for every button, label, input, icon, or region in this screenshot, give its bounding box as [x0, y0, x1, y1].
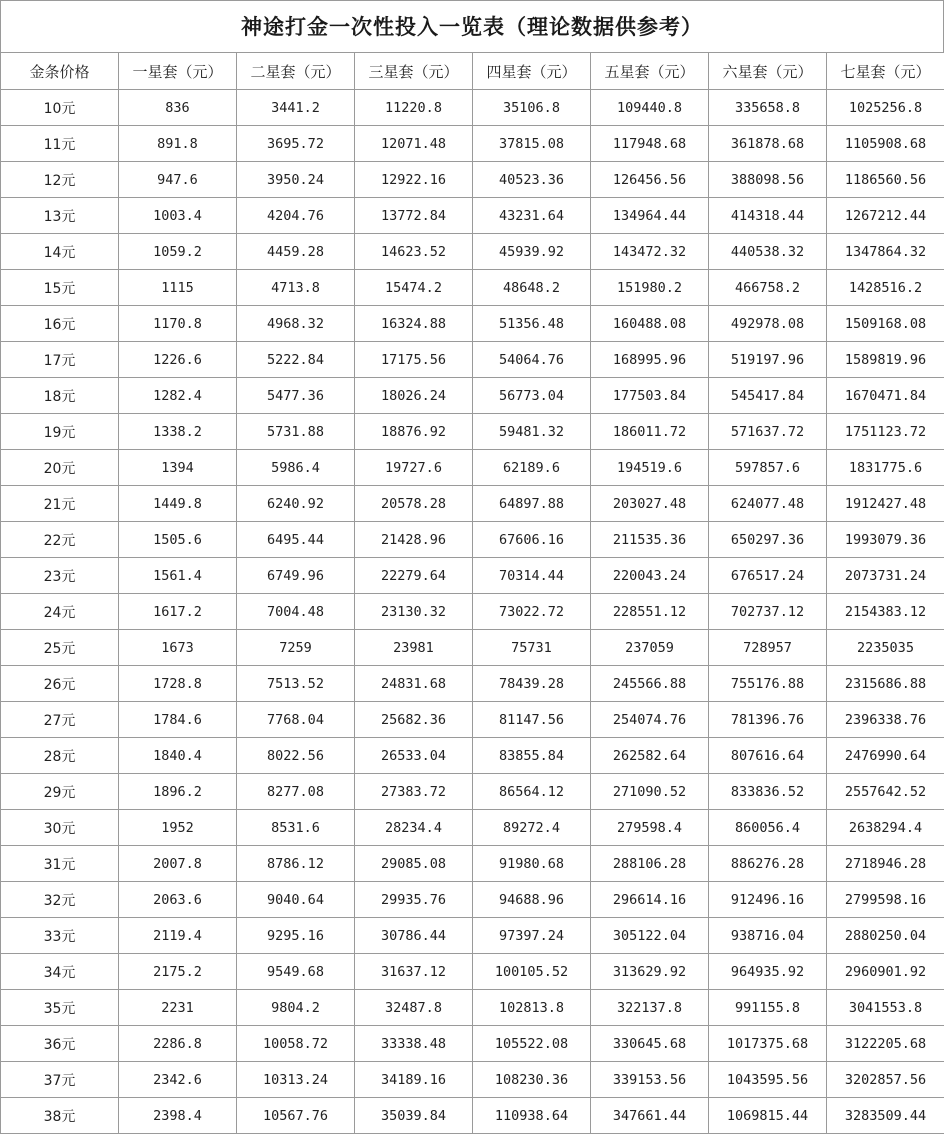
cell-one-star: 891.8 [119, 126, 237, 162]
cell-seven-star: 3041553.8 [827, 990, 944, 1026]
cell-three-star: 31637.12 [355, 954, 473, 990]
cell-one-star: 1673 [119, 630, 237, 666]
cell-five-star: 117948.68 [591, 126, 709, 162]
cell-four-star: 67606.16 [473, 522, 591, 558]
cell-three-star: 13772.84 [355, 198, 473, 234]
cell-four-star: 91980.68 [473, 846, 591, 882]
cell-five-star: 322137.8 [591, 990, 709, 1026]
cell-seven-star: 1105908.68 [827, 126, 944, 162]
cell-one-star: 2398.4 [119, 1098, 237, 1134]
cell-two-star: 9804.2 [237, 990, 355, 1026]
cell-six-star: 886276.28 [709, 846, 827, 882]
cell-seven-star: 1025256.8 [827, 90, 944, 126]
cell-seven-star: 1751123.72 [827, 414, 944, 450]
cell-five-star: 228551.12 [591, 594, 709, 630]
header-row [1, 53, 944, 90]
cell-six-star: 388098.56 [709, 162, 827, 198]
cell-four-star: 89272.4 [473, 810, 591, 846]
cell-six-star: 938716.04 [709, 918, 827, 954]
cell-gold-price: 21元 [1, 486, 119, 522]
cell-one-star: 1003.4 [119, 198, 237, 234]
cell-four-star: 100105.52 [473, 954, 591, 990]
cell-six-star: 781396.76 [709, 702, 827, 738]
cell-two-star: 10567.76 [237, 1098, 355, 1134]
cell-two-star: 8277.08 [237, 774, 355, 810]
cell-gold-price: 32元 [1, 882, 119, 918]
cell-one-star: 1059.2 [119, 234, 237, 270]
cell-seven-star: 1267212.44 [827, 198, 944, 234]
header-five-star: 五星套（元） [591, 53, 709, 90]
cell-five-star: 211535.36 [591, 522, 709, 558]
cell-gold-price: 31元 [1, 846, 119, 882]
table-row [1, 774, 944, 810]
cell-six-star: 545417.84 [709, 378, 827, 414]
cell-four-star: 70314.44 [473, 558, 591, 594]
cell-one-star: 2342.6 [119, 1062, 237, 1098]
cell-one-star: 1394 [119, 450, 237, 486]
cell-three-star: 23130.32 [355, 594, 473, 630]
cell-two-star: 6495.44 [237, 522, 355, 558]
cell-six-star: 650297.36 [709, 522, 827, 558]
cell-seven-star: 2073731.24 [827, 558, 944, 594]
cell-gold-price: 20元 [1, 450, 119, 486]
cell-gold-price: 24元 [1, 594, 119, 630]
cell-gold-price: 35元 [1, 990, 119, 1026]
cell-four-star: 78439.28 [473, 666, 591, 702]
cell-gold-price: 26元 [1, 666, 119, 702]
cell-seven-star: 1831775.6 [827, 450, 944, 486]
cell-four-star: 43231.64 [473, 198, 591, 234]
cell-seven-star: 2396338.76 [827, 702, 944, 738]
cell-seven-star: 2476990.64 [827, 738, 944, 774]
cell-six-star: 1017375.68 [709, 1026, 827, 1062]
header-three-star: 三星套（元） [355, 53, 473, 90]
cell-three-star: 26533.04 [355, 738, 473, 774]
cell-five-star: 126456.56 [591, 162, 709, 198]
cell-five-star: 288106.28 [591, 846, 709, 882]
header-one-star: 一星套（元） [119, 53, 237, 90]
cell-four-star: 56773.04 [473, 378, 591, 414]
cell-two-star: 9549.68 [237, 954, 355, 990]
cell-four-star: 35106.8 [473, 90, 591, 126]
cell-four-star: 86564.12 [473, 774, 591, 810]
cell-seven-star: 3202857.56 [827, 1062, 944, 1098]
cell-gold-price: 10元 [1, 90, 119, 126]
cell-five-star: 168995.96 [591, 342, 709, 378]
cell-six-star: 440538.32 [709, 234, 827, 270]
cell-three-star: 23981 [355, 630, 473, 666]
cell-six-star: 807616.64 [709, 738, 827, 774]
cell-one-star: 1115 [119, 270, 237, 306]
cell-seven-star: 1993079.36 [827, 522, 944, 558]
table-row [1, 558, 944, 594]
cell-gold-price: 29元 [1, 774, 119, 810]
cell-one-star: 2231 [119, 990, 237, 1026]
cell-two-star: 8022.56 [237, 738, 355, 774]
table-row [1, 738, 944, 774]
cell-six-star: 833836.52 [709, 774, 827, 810]
cell-seven-star: 1186560.56 [827, 162, 944, 198]
header-gold-price: 金条价格 [1, 53, 119, 90]
cell-three-star: 14623.52 [355, 234, 473, 270]
cell-three-star: 11220.8 [355, 90, 473, 126]
table-row [1, 162, 944, 198]
cell-three-star: 17175.56 [355, 342, 473, 378]
cell-seven-star: 2718946.28 [827, 846, 944, 882]
cell-four-star: 51356.48 [473, 306, 591, 342]
cell-five-star: 143472.32 [591, 234, 709, 270]
cell-four-star: 73022.72 [473, 594, 591, 630]
cell-five-star: 262582.64 [591, 738, 709, 774]
table-row [1, 1098, 944, 1134]
cell-two-star: 8786.12 [237, 846, 355, 882]
cell-four-star: 108230.36 [473, 1062, 591, 1098]
cell-one-star: 1952 [119, 810, 237, 846]
cell-gold-price: 33元 [1, 918, 119, 954]
header-six-star: 六星套（元） [709, 53, 827, 90]
cell-two-star: 3695.72 [237, 126, 355, 162]
table-row [1, 306, 944, 342]
cell-three-star: 27383.72 [355, 774, 473, 810]
cell-two-star: 7259 [237, 630, 355, 666]
cell-two-star: 9040.64 [237, 882, 355, 918]
cell-four-star: 81147.56 [473, 702, 591, 738]
cell-seven-star: 2960901.92 [827, 954, 944, 990]
table-row [1, 990, 944, 1026]
cell-four-star: 40523.36 [473, 162, 591, 198]
table-row [1, 198, 944, 234]
cell-two-star: 9295.16 [237, 918, 355, 954]
cell-six-star: 624077.48 [709, 486, 827, 522]
cell-three-star: 29935.76 [355, 882, 473, 918]
cell-gold-price: 37元 [1, 1062, 119, 1098]
cell-five-star: 177503.84 [591, 378, 709, 414]
cell-six-star: 361878.68 [709, 126, 827, 162]
table-row [1, 918, 944, 954]
cell-six-star: 964935.92 [709, 954, 827, 990]
cell-three-star: 35039.84 [355, 1098, 473, 1134]
cell-two-star: 4968.32 [237, 306, 355, 342]
cell-six-star: 492978.08 [709, 306, 827, 342]
table-row [1, 1026, 944, 1062]
cell-two-star: 8531.6 [237, 810, 355, 846]
cell-four-star: 45939.92 [473, 234, 591, 270]
table-row [1, 1062, 944, 1098]
cell-four-star: 54064.76 [473, 342, 591, 378]
table-row [1, 630, 944, 666]
cell-four-star: 59481.32 [473, 414, 591, 450]
cell-three-star: 12071.48 [355, 126, 473, 162]
cell-six-star: 335658.8 [709, 90, 827, 126]
cell-six-star: 519197.96 [709, 342, 827, 378]
table-row [1, 90, 944, 126]
cell-six-star: 755176.88 [709, 666, 827, 702]
cell-two-star: 3441.2 [237, 90, 355, 126]
cell-three-star: 22279.64 [355, 558, 473, 594]
cell-seven-star: 1670471.84 [827, 378, 944, 414]
cell-two-star: 10313.24 [237, 1062, 355, 1098]
investment-table [0, 52, 944, 1134]
cell-gold-price: 12元 [1, 162, 119, 198]
table-row [1, 414, 944, 450]
cell-two-star: 6749.96 [237, 558, 355, 594]
cell-six-star: 1043595.56 [709, 1062, 827, 1098]
cell-one-star: 2286.8 [119, 1026, 237, 1062]
cell-three-star: 18876.92 [355, 414, 473, 450]
table-row [1, 846, 944, 882]
cell-one-star: 1561.4 [119, 558, 237, 594]
table-row [1, 126, 944, 162]
table-body [1, 90, 944, 1134]
cell-gold-price: 19元 [1, 414, 119, 450]
cell-four-star: 62189.6 [473, 450, 591, 486]
cell-two-star: 4713.8 [237, 270, 355, 306]
cell-seven-star: 2154383.12 [827, 594, 944, 630]
cell-three-star: 21428.96 [355, 522, 473, 558]
cell-six-star: 991155.8 [709, 990, 827, 1026]
cell-six-star: 676517.24 [709, 558, 827, 594]
cell-four-star: 48648.2 [473, 270, 591, 306]
cell-three-star: 32487.8 [355, 990, 473, 1026]
cell-one-star: 1170.8 [119, 306, 237, 342]
cell-three-star: 18026.24 [355, 378, 473, 414]
cell-one-star: 947.6 [119, 162, 237, 198]
cell-four-star: 75731 [473, 630, 591, 666]
cell-six-star: 728957 [709, 630, 827, 666]
cell-three-star: 34189.16 [355, 1062, 473, 1098]
cell-seven-star: 2638294.4 [827, 810, 944, 846]
cell-seven-star: 1509168.08 [827, 306, 944, 342]
cell-three-star: 20578.28 [355, 486, 473, 522]
cell-one-star: 1226.6 [119, 342, 237, 378]
cell-gold-price: 14元 [1, 234, 119, 270]
header-seven-star: 七星套（元） [827, 53, 944, 90]
cell-two-star: 3950.24 [237, 162, 355, 198]
cell-seven-star: 1912427.48 [827, 486, 944, 522]
cell-gold-price: 28元 [1, 738, 119, 774]
cell-one-star: 1282.4 [119, 378, 237, 414]
cell-one-star: 2063.6 [119, 882, 237, 918]
cell-two-star: 5222.84 [237, 342, 355, 378]
cell-seven-star: 1428516.2 [827, 270, 944, 306]
table-row [1, 522, 944, 558]
cell-seven-star: 2557642.52 [827, 774, 944, 810]
cell-six-star: 571637.72 [709, 414, 827, 450]
cell-seven-star: 3122205.68 [827, 1026, 944, 1062]
cell-two-star: 7768.04 [237, 702, 355, 738]
cell-four-star: 97397.24 [473, 918, 591, 954]
table-row [1, 702, 944, 738]
cell-four-star: 110938.64 [473, 1098, 591, 1134]
cell-one-star: 1896.2 [119, 774, 237, 810]
table-row [1, 342, 944, 378]
cell-gold-price: 30元 [1, 810, 119, 846]
cell-seven-star: 2235035 [827, 630, 944, 666]
cell-five-star: 203027.48 [591, 486, 709, 522]
header-two-star: 二星套（元） [237, 53, 355, 90]
table-row [1, 666, 944, 702]
cell-four-star: 105522.08 [473, 1026, 591, 1062]
cell-five-star: 347661.44 [591, 1098, 709, 1134]
cell-one-star: 2175.2 [119, 954, 237, 990]
cell-five-star: 313629.92 [591, 954, 709, 990]
cell-one-star: 2007.8 [119, 846, 237, 882]
cell-one-star: 836 [119, 90, 237, 126]
cell-gold-price: 17元 [1, 342, 119, 378]
cell-three-star: 15474.2 [355, 270, 473, 306]
table-row [1, 378, 944, 414]
header-four-star: 四星套（元） [473, 53, 591, 90]
cell-one-star: 1728.8 [119, 666, 237, 702]
cell-gold-price: 27元 [1, 702, 119, 738]
cell-six-star: 1069815.44 [709, 1098, 827, 1134]
cell-three-star: 28234.4 [355, 810, 473, 846]
cell-gold-price: 22元 [1, 522, 119, 558]
cell-five-star: 254074.76 [591, 702, 709, 738]
cell-five-star: 109440.8 [591, 90, 709, 126]
table-row [1, 810, 944, 846]
cell-two-star: 7513.52 [237, 666, 355, 702]
table-row [1, 486, 944, 522]
cell-two-star: 5986.4 [237, 450, 355, 486]
cell-two-star: 7004.48 [237, 594, 355, 630]
cell-gold-price: 25元 [1, 630, 119, 666]
cell-gold-price: 38元 [1, 1098, 119, 1134]
cell-seven-star: 2315686.88 [827, 666, 944, 702]
cell-gold-price: 34元 [1, 954, 119, 990]
cell-gold-price: 36元 [1, 1026, 119, 1062]
cell-six-star: 860056.4 [709, 810, 827, 846]
cell-seven-star: 1589819.96 [827, 342, 944, 378]
table-row [1, 450, 944, 486]
cell-two-star: 6240.92 [237, 486, 355, 522]
cell-one-star: 2119.4 [119, 918, 237, 954]
cell-four-star: 37815.08 [473, 126, 591, 162]
cell-five-star: 186011.72 [591, 414, 709, 450]
cell-gold-price: 15元 [1, 270, 119, 306]
cell-three-star: 24831.68 [355, 666, 473, 702]
cell-four-star: 94688.96 [473, 882, 591, 918]
cell-seven-star: 2799598.16 [827, 882, 944, 918]
cell-five-star: 237059 [591, 630, 709, 666]
cell-one-star: 1338.2 [119, 414, 237, 450]
cell-three-star: 16324.88 [355, 306, 473, 342]
cell-two-star: 5477.36 [237, 378, 355, 414]
cell-six-star: 912496.16 [709, 882, 827, 918]
cell-three-star: 30786.44 [355, 918, 473, 954]
cell-gold-price: 23元 [1, 558, 119, 594]
cell-gold-price: 11元 [1, 126, 119, 162]
cell-five-star: 151980.2 [591, 270, 709, 306]
cell-four-star: 83855.84 [473, 738, 591, 774]
cell-three-star: 33338.48 [355, 1026, 473, 1062]
cell-two-star: 4204.76 [237, 198, 355, 234]
cell-two-star: 4459.28 [237, 234, 355, 270]
cell-six-star: 466758.2 [709, 270, 827, 306]
cell-two-star: 10058.72 [237, 1026, 355, 1062]
table-row [1, 594, 944, 630]
table-row [1, 882, 944, 918]
cell-five-star: 245566.88 [591, 666, 709, 702]
cell-four-star: 64897.88 [473, 486, 591, 522]
cell-seven-star: 1347864.32 [827, 234, 944, 270]
cell-one-star: 1840.4 [119, 738, 237, 774]
cell-seven-star: 3283509.44 [827, 1098, 944, 1134]
cell-three-star: 29085.08 [355, 846, 473, 882]
cell-five-star: 134964.44 [591, 198, 709, 234]
cell-six-star: 702737.12 [709, 594, 827, 630]
cell-seven-star: 2880250.04 [827, 918, 944, 954]
cell-two-star: 5731.88 [237, 414, 355, 450]
cell-three-star: 12922.16 [355, 162, 473, 198]
cell-one-star: 1784.6 [119, 702, 237, 738]
cell-six-star: 414318.44 [709, 198, 827, 234]
cell-gold-price: 13元 [1, 198, 119, 234]
cell-five-star: 271090.52 [591, 774, 709, 810]
cell-five-star: 330645.68 [591, 1026, 709, 1062]
cell-five-star: 220043.24 [591, 558, 709, 594]
cell-five-star: 194519.6 [591, 450, 709, 486]
cell-gold-price: 18元 [1, 378, 119, 414]
table-row [1, 270, 944, 306]
table-row [1, 234, 944, 270]
cell-four-star: 102813.8 [473, 990, 591, 1026]
table-title: 神途打金一次性投入一览表（理论数据供参考） [0, 0, 944, 52]
cell-one-star: 1617.2 [119, 594, 237, 630]
cell-five-star: 160488.08 [591, 306, 709, 342]
cell-three-star: 25682.36 [355, 702, 473, 738]
cell-five-star: 296614.16 [591, 882, 709, 918]
table-row [1, 954, 944, 990]
cell-gold-price: 16元 [1, 306, 119, 342]
cell-one-star: 1505.6 [119, 522, 237, 558]
cell-five-star: 279598.4 [591, 810, 709, 846]
cell-five-star: 339153.56 [591, 1062, 709, 1098]
cell-one-star: 1449.8 [119, 486, 237, 522]
cell-five-star: 305122.04 [591, 918, 709, 954]
cell-three-star: 19727.6 [355, 450, 473, 486]
cell-six-star: 597857.6 [709, 450, 827, 486]
